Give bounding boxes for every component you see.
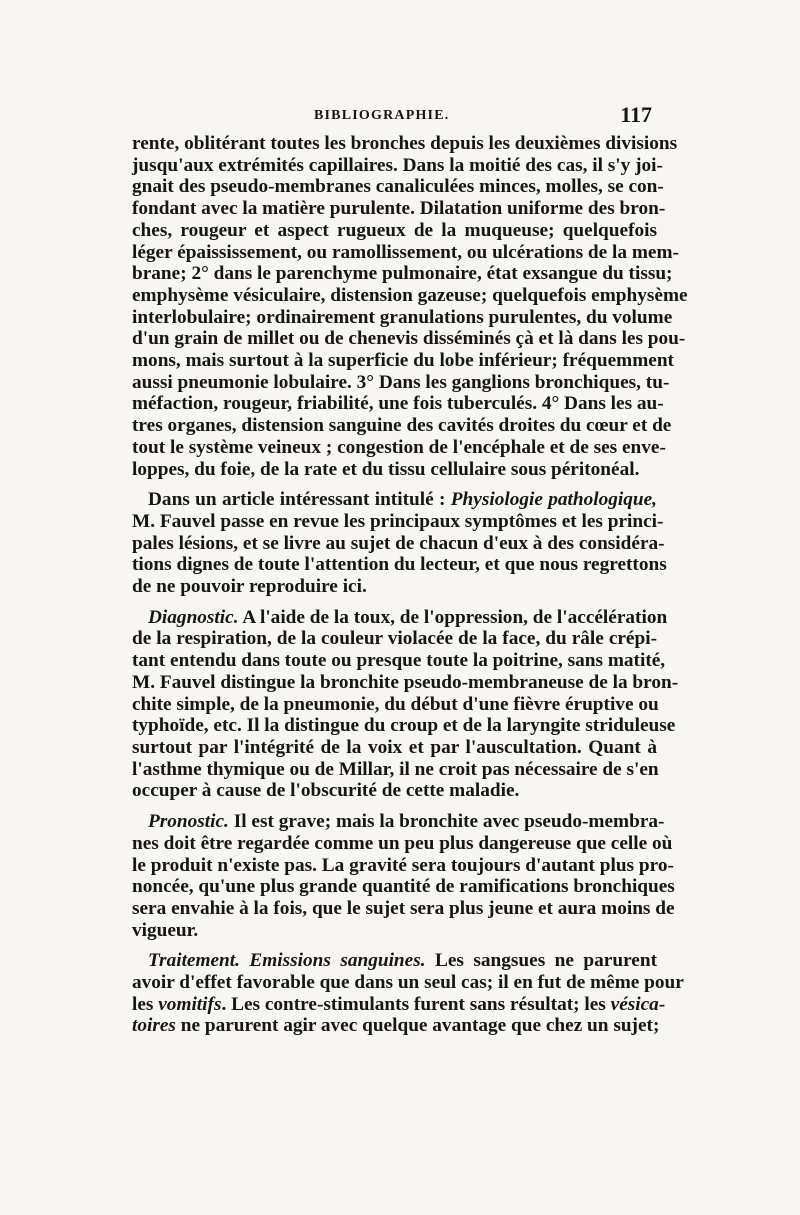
paragraph-lesions — [132, 133, 688, 480]
text-line: typhoïde, etc. Il la distingue du croup et de la laryngite striduleuse — [132, 715, 676, 737]
text-segment: les — [132, 993, 159, 1015]
running-title: BIBLIOGRAPHIE. — [314, 108, 450, 123]
text-line: noncée, qu'une plus grande quantité de ramifications bronchiques — [132, 876, 675, 898]
text-line — [132, 1015, 660, 1037]
text-line: tout le système veineux ; congestion de l'encéphale et de ses enve- — [132, 436, 666, 458]
text-line: surtout par l'intégrité de la voix et par l'auscultation. Quant à — [132, 736, 657, 758]
italic-title: Physiologie pathologique, — [450, 489, 657, 511]
text-line: mons, mais surtout à la superficie du lobe inférieur; fréquemment — [132, 350, 674, 372]
text-segment: ne parurent agir avec quelque avantage que chez un sujet; — [175, 1015, 660, 1037]
text-line — [132, 489, 657, 511]
text-line: nes doit être regardée comme un peu plus dangereuse que celle où — [132, 832, 673, 854]
italic-term: vésica- — [610, 993, 666, 1015]
text-line: emphysème vésiculaire, distension gazeuse; quelquefois emphysème — [132, 284, 688, 306]
text-line: ches, rougeur et aspect rugueux de la muqueuse; quelquefois — [132, 219, 657, 241]
text-segment: A l'aide de la toux, de l'oppression, de l'accélération — [238, 606, 668, 628]
italic-term: toires — [132, 1015, 176, 1037]
text-line: aussi pneumonie lobulaire. 3° Dans les ganglions bronchiques, tu- — [132, 371, 670, 393]
section-heading: Diagnostic. — [148, 606, 239, 628]
text-line: sera envahie à la fois, que le sujet sera plus jeune et aura moins de — [132, 897, 675, 919]
paragraph-traitement — [132, 950, 684, 1037]
text-line — [132, 606, 668, 629]
section-heading: Traitement. Emissions sanguines. — [148, 950, 426, 972]
paragraph-physiologie — [132, 489, 667, 598]
text-line: d'un grain de millet ou de chenevis disséminés çà et là dans les pou- — [132, 328, 686, 350]
text-line: loppes, du foie, de la rate et du tissu cellulaire sous péritonéal. — [132, 458, 640, 480]
text-line: tions dignes de toute l'attention du lecteur, et que nous regrettons — [132, 554, 667, 576]
text-line: M. Fauvel distingue la bronchite pseudo-membraneuse de la bron- — [132, 671, 679, 693]
text-line — [132, 811, 665, 833]
text-line: tres organes, distension sanguine des cavités droites du cœur et de — [132, 415, 672, 437]
italic-term: vomitifs — [158, 993, 222, 1015]
text-line — [132, 950, 657, 972]
text-line: brane; 2° dans le parenchyme pulmonaire, état exsangue du tissu; — [132, 263, 673, 285]
text-line — [132, 993, 666, 1016]
text-segment: Dans un article intéressant intitulé : — [148, 489, 451, 511]
section-heading: Pronostic. — [148, 811, 229, 833]
text-line: vigueur. — [132, 919, 199, 941]
body-text — [132, 133, 688, 1046]
text-line: interlobulaire; ordinairement granulations purulentes, du volume — [132, 306, 673, 328]
text-line: occuper à cause de l'obscurité de cette maladie. — [132, 780, 520, 802]
text-line: avoir d'effet favorable que dans un seul cas; il en fut de même pour — [132, 972, 684, 994]
text-line: léger épaississement, ou ramollissement, ou ulcérations de la mem- — [132, 241, 679, 263]
text-line: chite simple, de la pneumonie, du début d'une fièvre éruptive ou — [132, 693, 659, 715]
paragraph-pronostic — [132, 811, 675, 941]
text-line: de ne pouvoir reproduire ici. — [132, 576, 367, 598]
text-line: de la respiration, de la couleur violacée de la face, du râle crépi- — [132, 628, 657, 650]
text-segment: . Les contre-stimulants furent sans résultat; les — [221, 993, 611, 1015]
text-segment: Il est grave; mais la bronchite avec pseudo-membra- — [228, 811, 665, 833]
paragraph-diagnostic — [132, 606, 679, 802]
text-line: le produit n'existe pas. La gravité sera toujours d'autant plus pro- — [132, 854, 674, 876]
running-head — [132, 104, 656, 130]
text-line: pales lésions, et se livre au sujet de chacun d'eux à des considéra- — [132, 532, 665, 554]
text-line: l'asthme thymique ou de Millar, il ne croit pas nécessaire de s'en — [132, 758, 659, 780]
text-line: méfaction, rougeur, friabilité, une fois tuberculés. 4° Dans les au- — [132, 393, 664, 415]
text-line: rente, oblitérant toutes les bronches depuis les deuxièmes divisions — [132, 133, 678, 154]
text-line: gnait des pseudo-membranes canaliculées minces, molles, se con- — [132, 176, 664, 198]
text-line: jusqu'aux extrémités capillaires. Dans la moitié des cas, il s'y joi- — [132, 154, 663, 176]
page-number: 117 — [620, 102, 652, 127]
text-segment: Les sangsues ne parurent — [425, 950, 657, 972]
text-line: fondant avec la matière purulente. Dilatation uniforme des bron- — [132, 198, 666, 220]
text-line: M. Fauvel passe en revue les principaux symptômes et les princi- — [132, 510, 664, 532]
text-line: tant entendu dans toute ou presque toute la poitrine, sans matité, — [132, 650, 666, 672]
